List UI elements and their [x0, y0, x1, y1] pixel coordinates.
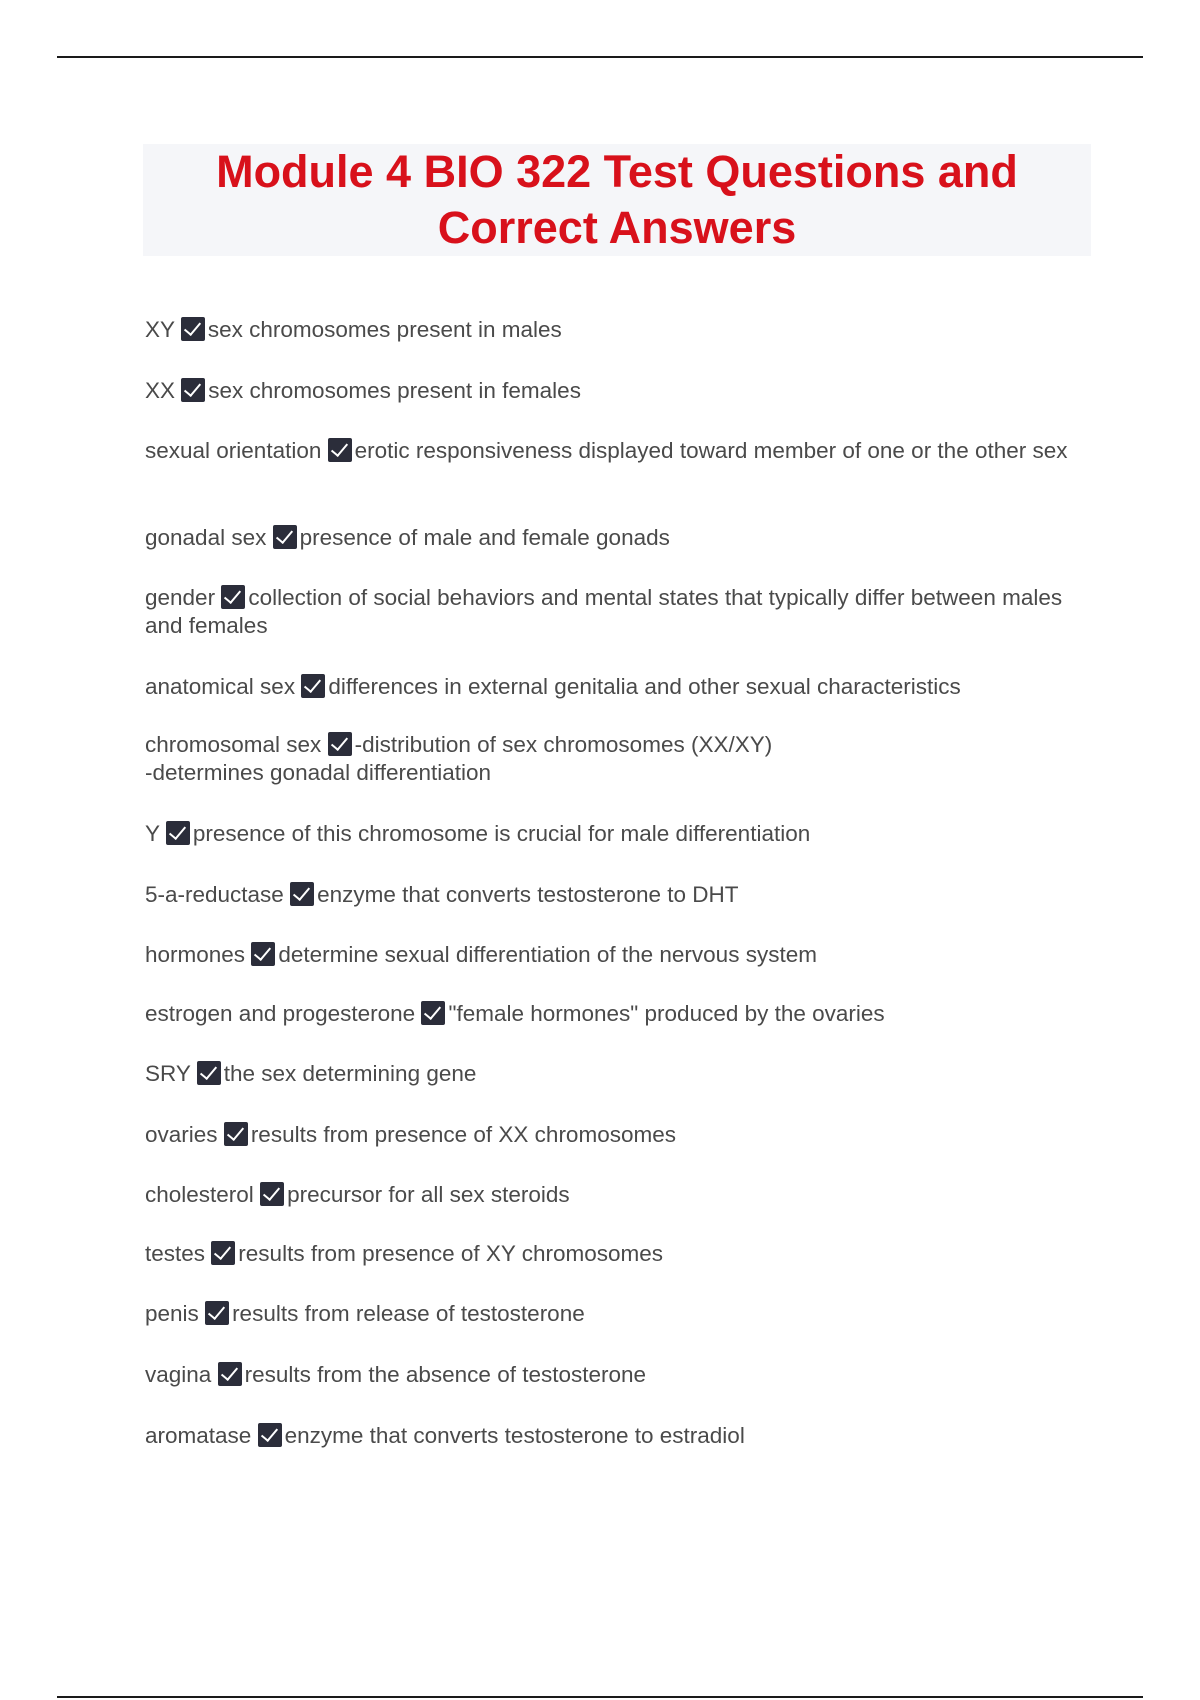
qa-answer: enzyme that converts testosterone to DHT — [317, 882, 739, 907]
checkbox-checked-icon — [273, 525, 297, 549]
qa-answer: erotic responsiveness displayed toward member of one or the other sex — [354, 438, 1068, 463]
qa-term: Y — [145, 821, 160, 846]
qa-answer: enzyme that converts testosterone to estradiol — [284, 1423, 745, 1448]
checkbox-checked-icon — [224, 1122, 248, 1146]
qa-item — [145, 1000, 1075, 1028]
qa-term: aromatase — [145, 1423, 252, 1448]
qa-answer: -distribution of sex chromosomes (XX/XY) — [354, 732, 773, 757]
qa-term: cholesterol — [145, 1182, 254, 1207]
qa-item — [145, 584, 1075, 640]
qa-answer: differences in external genitalia and other sexual characteristics — [328, 674, 961, 699]
qa-term: XX — [145, 378, 176, 403]
qa-term: 5-a-reductase — [145, 882, 284, 907]
qa-item — [145, 1361, 1075, 1389]
qa-answer: results from release of testosterone — [232, 1301, 585, 1326]
qa-term: gender — [145, 585, 216, 610]
qa-item — [145, 941, 1075, 969]
qa-answer: determine sexual differentiation of the nervous system — [278, 942, 817, 967]
qa-term: penis — [145, 1301, 199, 1326]
qa-answer: sex chromosomes present in males — [207, 317, 562, 342]
qa-term: ovaries — [145, 1122, 218, 1147]
qa-item — [145, 1060, 1075, 1088]
qa-answer: "female hormones" produced by the ovaries — [448, 1001, 885, 1026]
qa-answer: results from the absence of testosterone — [244, 1362, 647, 1387]
checkbox-checked-icon — [328, 438, 352, 462]
checkbox-checked-icon — [197, 1061, 221, 1085]
qa-answer: presence of this chromosome is crucial for male differentiation — [192, 821, 811, 846]
qa-item — [145, 1300, 1075, 1328]
qa-item — [145, 673, 1075, 701]
qa-answer: sex chromosomes present in females — [208, 378, 581, 403]
checkbox-checked-icon — [218, 1362, 242, 1386]
qa-item — [145, 1121, 1075, 1149]
checkbox-checked-icon — [258, 1423, 282, 1447]
qa-item — [145, 881, 1075, 909]
qa-answer: the sex determining gene — [223, 1061, 477, 1086]
bottom-divider — [57, 1696, 1143, 1698]
document-title-line-2: Correct Answers — [437, 202, 797, 253]
checkbox-checked-icon — [290, 882, 314, 906]
qa-item — [145, 820, 1075, 848]
qa-item — [145, 316, 1075, 344]
checkbox-checked-icon — [421, 1001, 445, 1025]
checkbox-checked-icon — [181, 378, 205, 402]
qa-term: testes — [145, 1241, 206, 1266]
qa-term: estrogen and progesterone — [145, 1001, 416, 1026]
checkbox-checked-icon — [328, 732, 352, 756]
qa-term: anatomical sex — [145, 674, 296, 699]
qa-answer-line-2: -determines gonadal differentiation — [145, 760, 492, 785]
qa-answer: collection of social behaviors and mental states that typically differ between males and females — [145, 585, 1063, 638]
qa-item — [145, 1240, 1075, 1268]
qa-term: vagina — [145, 1362, 212, 1387]
qa-answer: results from presence of XX chromosomes — [250, 1122, 676, 1147]
qa-item — [145, 437, 1075, 465]
qa-item — [145, 731, 1075, 787]
qa-item — [145, 377, 1075, 405]
checkbox-checked-icon — [166, 821, 190, 845]
qa-term: hormones — [145, 942, 246, 967]
top-divider — [57, 56, 1143, 58]
checkbox-checked-icon — [301, 674, 325, 698]
qa-term: SRY — [145, 1061, 191, 1086]
checkbox-checked-icon — [221, 585, 245, 609]
checkbox-checked-icon — [251, 942, 275, 966]
checkbox-checked-icon — [260, 1182, 284, 1206]
qa-term: gonadal sex — [145, 525, 267, 550]
document-title-line-1: Module 4 BIO 322 Test Questions and — [216, 146, 1018, 197]
checkbox-checked-icon — [181, 317, 205, 341]
qa-answer: results from presence of XY chromosomes — [238, 1241, 664, 1266]
qa-item — [145, 1181, 1075, 1209]
qa-answer: precursor for all sex steroids — [287, 1182, 570, 1207]
title-banner — [143, 144, 1091, 256]
checkbox-checked-icon — [205, 1301, 229, 1325]
checkbox-checked-icon — [211, 1241, 235, 1265]
qa-answer: presence of male and female gonads — [299, 525, 670, 550]
qa-item — [145, 1422, 1075, 1450]
qa-term: chromosomal sex — [145, 732, 322, 757]
qa-term: XY — [145, 317, 175, 342]
qa-term: sexual orientation — [145, 438, 322, 463]
qa-item — [145, 524, 1075, 552]
